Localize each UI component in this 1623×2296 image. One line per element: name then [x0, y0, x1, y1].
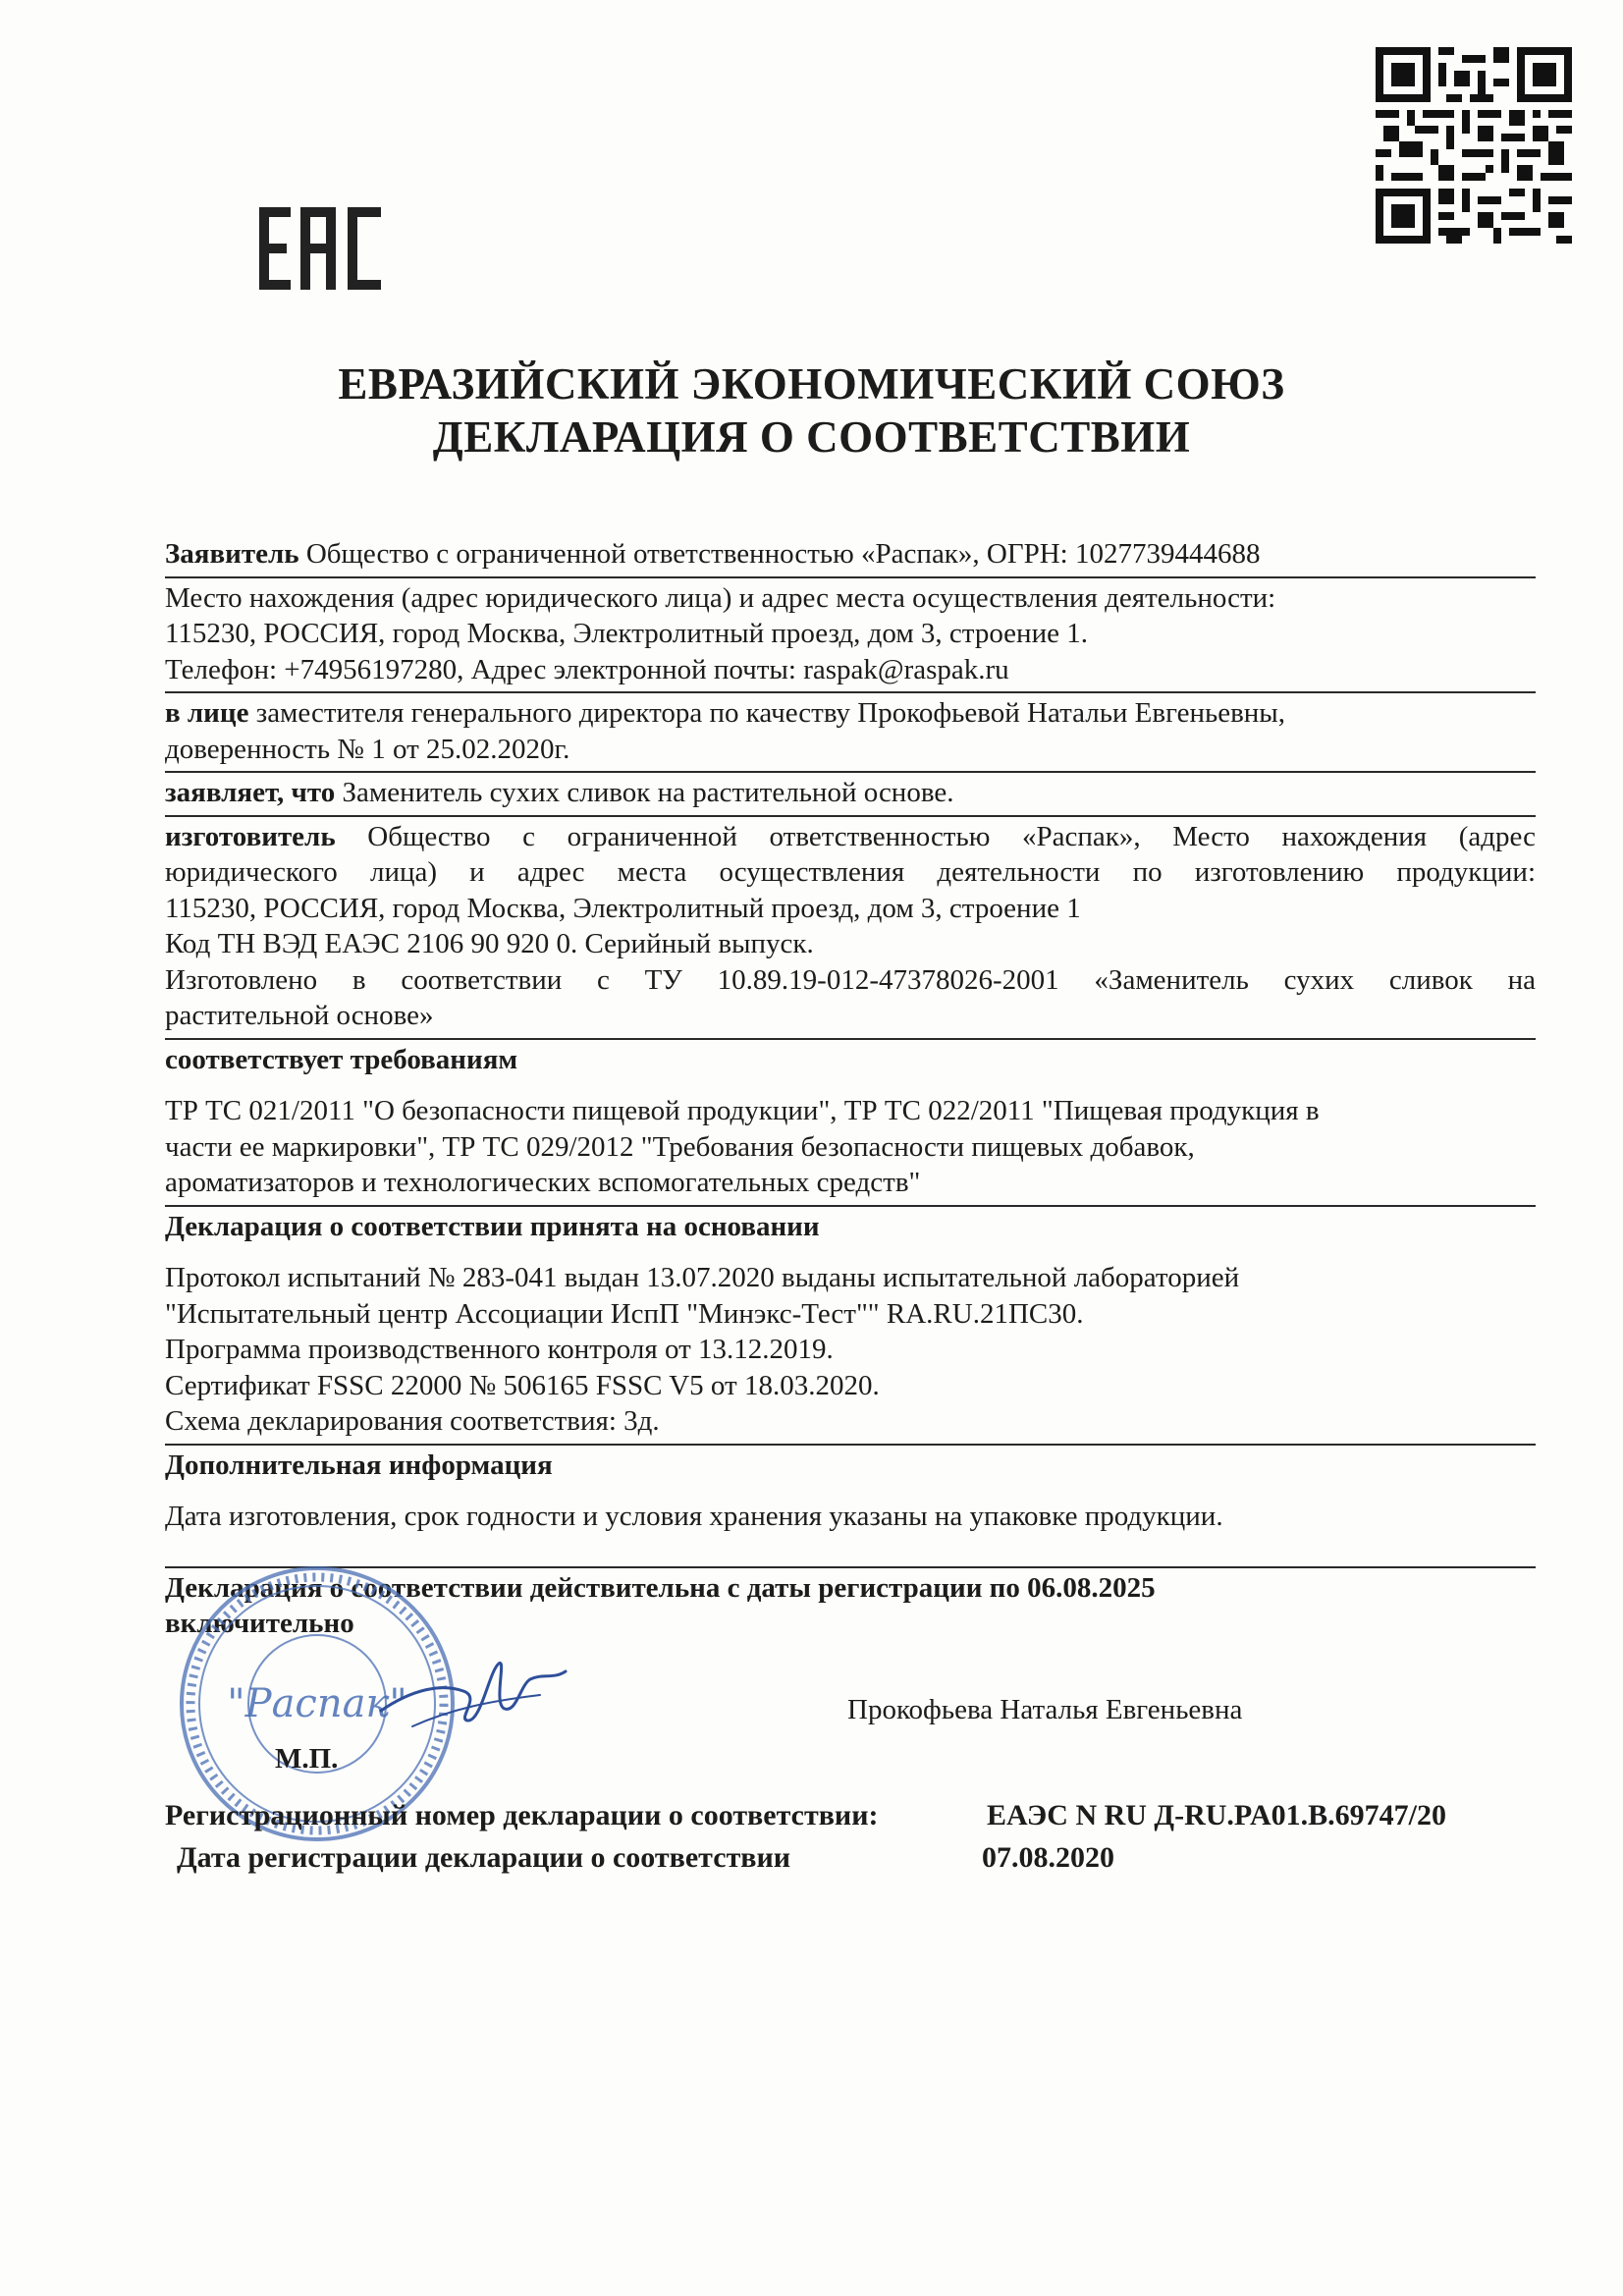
additional-heading-section [165, 1446, 1536, 1488]
signer-name: Прокофьева Наталья Евгеньевна [847, 1694, 1243, 1725]
basis-line-2: "Испытательный центр Ассоциации ИспП "Минэкс-Тест"" RA.RU.21ПС30. [165, 1297, 1084, 1330]
declares-section [165, 773, 1536, 817]
basis-line-1: Протокол испытаний № 283-041 выдан 13.07.2020 выданы испытательной лабораторией [165, 1262, 1240, 1293]
basis-label: Декларация о соответствии принята на основании [165, 1210, 820, 1242]
declares-value: Заменитель сухих сливок на растительной основе. [342, 777, 954, 808]
contacts-line: Телефон: +74956197280, Адрес электронной почты: raspak@raspak.ru [165, 653, 1009, 685]
requirements-label: соответствует требованиям [165, 1043, 518, 1075]
additional-value: Дата изготовления, срок годности и условия хранения указаны на упаковке продукции. [165, 1501, 1223, 1532]
requirements-line-2: части ее маркировки", ТР ТС 029/2012 "Требования безопасности пищевых добавок, [165, 1130, 1195, 1163]
manufacturer-section [165, 817, 1536, 1040]
requirements-line-1: ТР ТС 021/2011 "О безопасности пищевой продукции", ТР ТС 022/2011 "Пищевая продукция в [165, 1095, 1320, 1126]
handwritten-signature [373, 1650, 569, 1738]
eac-logo [257, 199, 383, 298]
requirements-line-3: ароматизаторов и технологических вспомогательных средств" [165, 1167, 921, 1198]
registration-date-label: Дата регистрации декларации о соответствии [177, 1841, 791, 1874]
registration-number-value: ЕАЭС N RU Д-RU.PA01.B.69747/20 [987, 1799, 1447, 1831]
declaration-body [165, 534, 1536, 1646]
requirements-heading-section [165, 1040, 1536, 1082]
document-title: ДЕКЛАРАЦИЯ О СООТВЕТСТВИИ [432, 412, 1191, 462]
basis-line-4: Сертификат FSSC 22000 № 506165 FSSC V5 от 18.03.2020. [165, 1369, 880, 1401]
basis-line-5: Схема декларирования соответствия: 3д. [165, 1405, 660, 1437]
applicant-label: Заявитель [165, 538, 299, 570]
specification-line-2: растительной основе» [165, 1000, 434, 1031]
qr-code [1376, 47, 1572, 244]
address-line-2: 115230, РОССИЯ, город Москва, Электролитный проезд, дом 3, строение 1. [165, 618, 1088, 649]
manufacturer-label: изготовитель [165, 820, 336, 852]
seal-label: М.П. [275, 1743, 339, 1775]
validity-line-1: Декларация о соответствии действительна с даты регистрации по 06.08.2025 [165, 1571, 1156, 1604]
address-line-1: Место нахождения (адрес юридического лица) и адрес места осуществления деятельности: [165, 581, 1276, 614]
specification-line: Изготовлено в соответствии с ТУ 10.89.19-012-47378026-2001 «Заменитель сухих сливок на [165, 963, 1536, 996]
manufacturer-line-3: 115230, РОССИЯ, город Москва, Электролитный проезд, дом 3, строение 1 [165, 892, 1081, 924]
applicant-section [165, 534, 1536, 578]
additional-label: Дополнительная информация [165, 1449, 553, 1481]
represented-section [165, 693, 1536, 773]
hs-code-line: Код ТН ВЭД ЕАЭС 2106 90 920 0. Серийный выпуск. [165, 928, 814, 959]
union-title: ЕВРАЗИЙСКИЙ ЭКОНОМИЧЕСКИЙ СОЮЗ [338, 359, 1285, 409]
declares-label: заявляет, что [165, 777, 336, 808]
manufacturer-line-1: Общество с ограниченной ответственностью «Распак», Место нахождения (адрес [367, 820, 1536, 852]
manufacturer-line-2: юридического лица) и адрес места осуществления деятельности по изготовлению продукции: [165, 856, 1536, 888]
applicant-value: Общество с ограниченной ответственностью «Распак», ОГРН: 1027739444688 [305, 538, 1261, 570]
requirements-section [165, 1091, 1536, 1207]
stamp-company-name: "Распак" [227, 1681, 407, 1726]
validity-line-2: включительно [165, 1608, 354, 1639]
represented-line-2: доверенность № 1 от 25.02.2020г. [165, 733, 570, 765]
represented-line-1: заместителя генерального директора по качеству Прокофьевой Натальи Евгеньевны, [255, 697, 1286, 729]
additional-section [165, 1497, 1536, 1539]
registration-number-label: Регистрационный номер декларации о соответствии: [165, 1799, 879, 1831]
address-section [165, 578, 1536, 694]
represented-label: в лице [165, 697, 249, 729]
basis-heading-section [165, 1207, 1536, 1249]
registration-date-value: 07.08.2020 [982, 1841, 1114, 1874]
basis-section [165, 1258, 1536, 1446]
basis-line-3: Программа производственного контроля от 13.12.2019. [165, 1334, 834, 1365]
